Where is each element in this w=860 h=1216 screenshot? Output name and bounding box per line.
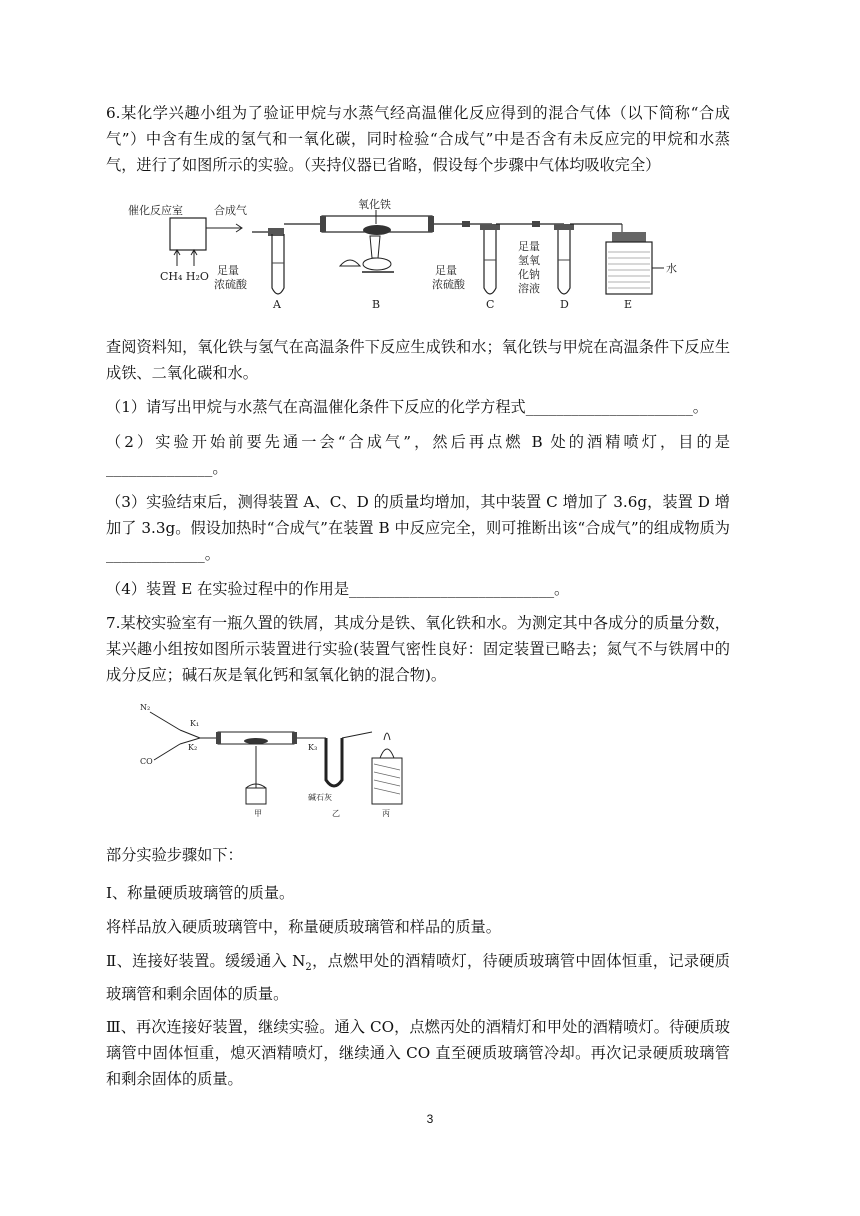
acid-c-2: 浓硫酸 [432, 278, 465, 291]
u-tube-yi [326, 738, 342, 786]
q6-intro: 6.某化学兴趣小组为了验证甲烷与水蒸气经高温催化反应得到的混合气体（以下简称“合成气”）中含有生成的氢气和一氧化碳，同时检验“合成气”中是否含有未反应完的甲烷和水蒸气，进行了如图所示的实验。（夹持仪器已省略，假设每个步骤中气体均吸收完全） [106, 104, 730, 174]
n2-label: N₂ [140, 703, 151, 712]
q6-sub2: （2）实验开始前要先通一会“合成气”，然后再点燃 B 处的酒精喷灯，目的是______________。 [106, 433, 730, 477]
q7-steps-title: 部分实验步骤如下： [106, 846, 243, 864]
q6-sub3: （3）实验结束后，测得装置 A、C、D 的质量均增加，其中装置 C 增加了 3.6g，装置 D 增加了 3.3g。假设加热时“合成气”在装置 B 中反应完全，则可推断出该“合成气”的组成物质为_____________。 [106, 493, 730, 563]
q7-apparatus-diagram [138, 700, 428, 820]
q7-step3: Ⅲ、再次连接好装置，继续实验。通入 CO，点燃丙处的酒精灯和甲处的酒精喷灯。待硬质玻璃管中固体恒重，熄灭酒精喷灯，继续通入 CO 直至硬质玻璃管冷却。再次记录硬质玻璃管和剩余固体的质量。 [106, 1018, 730, 1088]
reactor-label: 催化反应室 [128, 204, 183, 217]
q7-step1: Ⅰ、称量硬质玻璃管的质量。 [106, 884, 295, 902]
acid-c-1: 足量 [435, 264, 457, 277]
naoh-1: 足量 [518, 240, 540, 253]
reactor-box [170, 218, 206, 250]
label-c: C [486, 298, 495, 311]
q7-apparatus-figure [138, 700, 428, 820]
acid-a-2: 浓硫酸 [214, 278, 247, 291]
co-label: CO [140, 757, 153, 766]
naoh-4: 溶液 [518, 282, 540, 295]
tube-d [558, 228, 570, 294]
label-b: B [372, 298, 381, 311]
acid-a-1: 足量 [217, 264, 239, 277]
k1-label: K₁ [190, 719, 200, 728]
q6-apparatus-diagram [122, 188, 682, 313]
page-number: 3 [426, 1112, 434, 1126]
jia-label: 甲 [254, 809, 262, 818]
k3-label: K₃ [308, 743, 318, 752]
bottle-e [606, 242, 652, 294]
label-d: D [560, 298, 569, 311]
q6-apparatus-figure [122, 188, 682, 313]
q7-step2: Ⅱ、连接好装置。缓缓通入 $N_2$，点燃甲处的酒精喷灯，待硬质玻璃管中固体恒重，记录硬质玻璃管和剩余固体的质量。 [106, 952, 730, 1004]
iron-oxide-label: 氧化铁 [358, 198, 391, 211]
gas-label: 合成气 [214, 204, 247, 217]
q6-info: 查阅资料知，氧化铁与氢气在高温条件下反应生成铁和水；氧化铁与甲烷在高温条件下反应生成铁、二氧化碳和水。 [106, 338, 730, 382]
label-a: A [273, 298, 281, 311]
bing-label: 丙 [382, 809, 390, 818]
naoh-2: 氢氧 [518, 254, 540, 267]
q6-sub1: （1）请写出甲烷与水蒸气在高温催化条件下反应的化学方程式______________________。 [106, 398, 708, 416]
inputs-label: CH₄ H₂O [160, 270, 209, 283]
tube-a [272, 234, 284, 294]
naoh-3: 化钠 [518, 268, 540, 281]
water-label: 水 [666, 262, 677, 275]
q7-intro: 7.某校实验室有一瓶久置的铁屑，其成分是铁、氧化铁和水。为测定其中各成分的质量分数，某兴趣小组按如图所示装置进行实验(装置气密性良好：固定装置已略去；氮气不与铁屑中的成分反应；碱石灰是氧化钙和氢氧化钠的混合物)。 [106, 614, 730, 684]
label-e: E [624, 298, 633, 311]
soda-lime-label: 碱石灰 [308, 793, 332, 802]
k2-label: K₂ [188, 743, 198, 752]
q6-sub4: （4）装置 E 在实验过程中的作用是___________________________。 [106, 580, 570, 598]
tube-c [484, 228, 496, 294]
q7-step1b: 将样品放入硬质玻璃管中，称量硬质玻璃管和样品的质量。 [106, 918, 501, 936]
burner-jia [246, 788, 266, 804]
yi-label: 乙 [332, 809, 340, 818]
